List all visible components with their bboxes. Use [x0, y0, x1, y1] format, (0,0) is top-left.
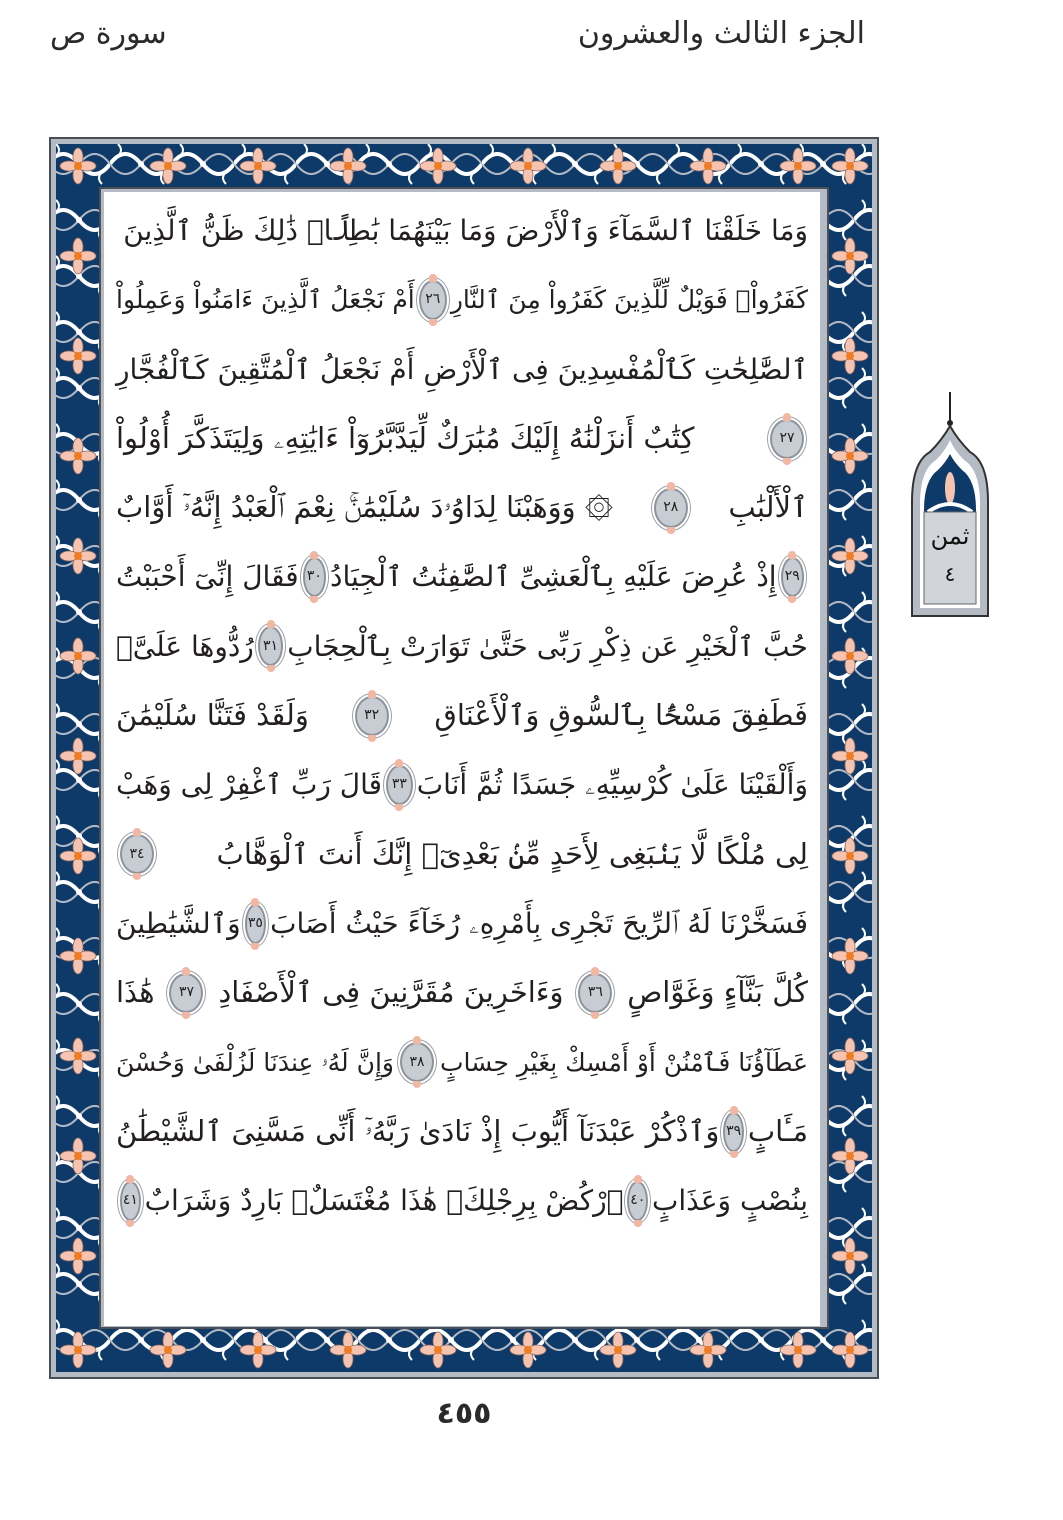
verse-line [116, 335, 808, 404]
verse-line [116, 889, 808, 958]
verse-lines [116, 196, 808, 1235]
ayah-number-marker: ٣٤ [120, 834, 154, 874]
verse-text: فَقَالَ إِنِّىٓ أَحْبَبْتُ [116, 560, 299, 594]
verse-text: قَالَ رَبِّ ٱغْفِرْ لِى وَهَبْ [116, 768, 383, 802]
ayah-number-marker: ٣٧ [169, 973, 203, 1013]
ayah-number-marker: ٣٨ [400, 1042, 434, 1082]
ayah-number-marker: ٢٩ [781, 557, 804, 597]
verse-line [116, 1166, 808, 1235]
verse-line [116, 1028, 808, 1097]
verse-line [116, 473, 808, 542]
verse-text: ۞ وَوَهَبْنَا لِدَاوُۥدَ سُلَيْمَٰنَۚ نِعْمَ ٱلْعَبْدُ إِنَّهُۥٓ أَوَّابٌ [116, 490, 614, 525]
ayah-number-marker: ٣٩ [723, 1112, 743, 1152]
verse-line [116, 265, 808, 334]
ayah-number-marker: ٤١ [120, 1181, 141, 1221]
verse-line [116, 958, 808, 1027]
ayah-number-marker: ٣٢ [355, 696, 389, 736]
hizb-marker-title: ثمن [930, 522, 970, 550]
verse-line [116, 1097, 808, 1166]
verse-text: رُدُّوهَا عَلَىَّۖ [116, 629, 254, 663]
verse-text: عَطَآؤُنَا فَٱمْنُنْ أَوْ أَمْسِكْ بِغَيْرِ حِسَابٍ [440, 1047, 808, 1077]
verse-line [116, 196, 808, 265]
verse-text: وَٱلشَّيَٰطِينَ [116, 906, 241, 940]
ayah-number-marker: ٣٠ [303, 557, 326, 597]
verse-text: وَإِنَّ لَهُۥ عِندَنَا لَزُلْفَىٰ وَحُسْنَ [116, 1047, 394, 1077]
verse-line [116, 404, 808, 473]
surah-header: سورة ص [50, 16, 167, 51]
verse-text: كُلَّ بَنَّآءٍ وَغَوَّاصٍ [627, 975, 808, 1010]
verse-text: فَسَخَّرْنَا لَهُ ٱلرِّيحَ تَجْرِى بِأَمْرِهِۦ رُخَآءً حَيْثُ أَصَابَ [270, 906, 808, 940]
verse-text: وَأَلْقَيْنَا عَلَىٰ كُرْسِيِّهِۦ جَسَدًا ثُمَّ أَنَابَ [416, 768, 808, 802]
verse-text: ٱرْكُضْ بِرِجْلِكَۖ هَٰذَا مُغْتَسَلٌۢ بَارِدٌ وَشَرَابٌ [144, 1184, 624, 1218]
ayah-number-marker: ٤٠ [627, 1181, 648, 1221]
verse-text: وَمَا خَلَقْنَا ٱلسَّمَآءَ وَٱلْأَرْضَ وَمَا بَيْنَهُمَا بَٰطِلًاۚ ذَٰلِكَ ظَنُّ ٱلَّذِينَ [123, 214, 808, 247]
hizb-marker [908, 392, 992, 617]
verse-text: أَمْ نَجْعَلُ ٱلَّذِينَ ءَامَنُواْ وَعَمِلُواْ [116, 285, 415, 315]
hizb-marker-number: ٤ [944, 562, 956, 586]
verse-line [116, 681, 808, 750]
verse-text: ٱلصَّٰلِحَٰتِ كَٱلْمُفْسِدِينَ فِى ٱلْأَرْضِ أَمْ نَجْعَلُ ٱلْمُتَّقِينَ كَٱلْفُجَّارِ [116, 352, 808, 386]
verse-text: وَءَاخَرِينَ مُقَرَّنِينَ فِى ٱلْأَصْفَادِ [218, 975, 564, 1010]
ayah-number-marker: ٣١ [258, 626, 283, 666]
verse-text: وَٱذْكُرْ عَبْدَنَآ أَيُّوبَ إِذْ نَادَىٰ رَبَّهُۥٓ أَنِّى مَسَّنِىَ ٱلشَّيْطَٰنُ [116, 1113, 720, 1148]
verse-text: حُبَّ ٱلْخَيْرِ عَن ذِكْرِ رَبِّى حَتَّىٰ تَوَارَتْ بِٱلْحِجَابِ [287, 629, 808, 663]
ayah-number-marker: ٣٦ [578, 973, 612, 1013]
ayah-number-marker: ٢٧ [770, 419, 804, 459]
verse-text: كَفَرُواْۚ فَوَيْلٌ لِّلَّذِينَ كَفَرُواْ مِنَ ٱلنَّارِ [450, 285, 808, 315]
verse-line [116, 612, 808, 681]
verse-text: وَلَقَدْ فَتَنَّا سُلَيْمَٰنَ [116, 698, 309, 733]
verse-text: لِى مُلْكًا لَّا يَنۢبَغِى لِأَحَدٍ مِّنۢ بَعْدِىٓۖ إِنَّكَ أَنتَ ٱلْوَهَّابُ [216, 836, 808, 871]
verse-text: ٱلْأَلْبَٰبِ [728, 490, 808, 525]
verse-text: بِنُصْبٍ وَعَذَابٍ [652, 1184, 808, 1218]
verse-text: هَٰذَا [116, 975, 155, 1010]
verse-text: فَطَفِقَ مَسْحًۢا بِٱلسُّوقِ وَٱلْأَعْنَاقِ [434, 698, 808, 733]
verse-text: كِتَٰبٌ أَنزَلْنَٰهُ إِلَيْكَ مُبَٰرَكٌ لِّيَدَّبَّرُوٓاْ ءَايَٰتِهِۦ وَلِيَتَذَكَّرَ أُوْلُواْ [116, 420, 695, 455]
verse-line [116, 820, 808, 889]
verse-text: إِذْ عُرِضَ عَلَيْهِ بِٱلْعَشِىِّ ٱلصَّٰفِنَٰتُ ٱلْجِيَادُ [330, 560, 777, 594]
ayah-number-marker: ٢٦ [419, 280, 447, 320]
verse-line [116, 542, 808, 611]
page-number: ٤٥٥ [436, 1396, 492, 1431]
ayah-number-marker: ٣٥ [245, 904, 267, 944]
juz-header: الجزء الثالث والعشرون [577, 16, 865, 51]
ayah-number-marker: ٢٨ [654, 488, 688, 528]
verse-line [116, 750, 808, 819]
ayah-number-marker: ٣٣ [386, 765, 413, 805]
verse-text: مَـَٔابٍ [747, 1113, 808, 1148]
